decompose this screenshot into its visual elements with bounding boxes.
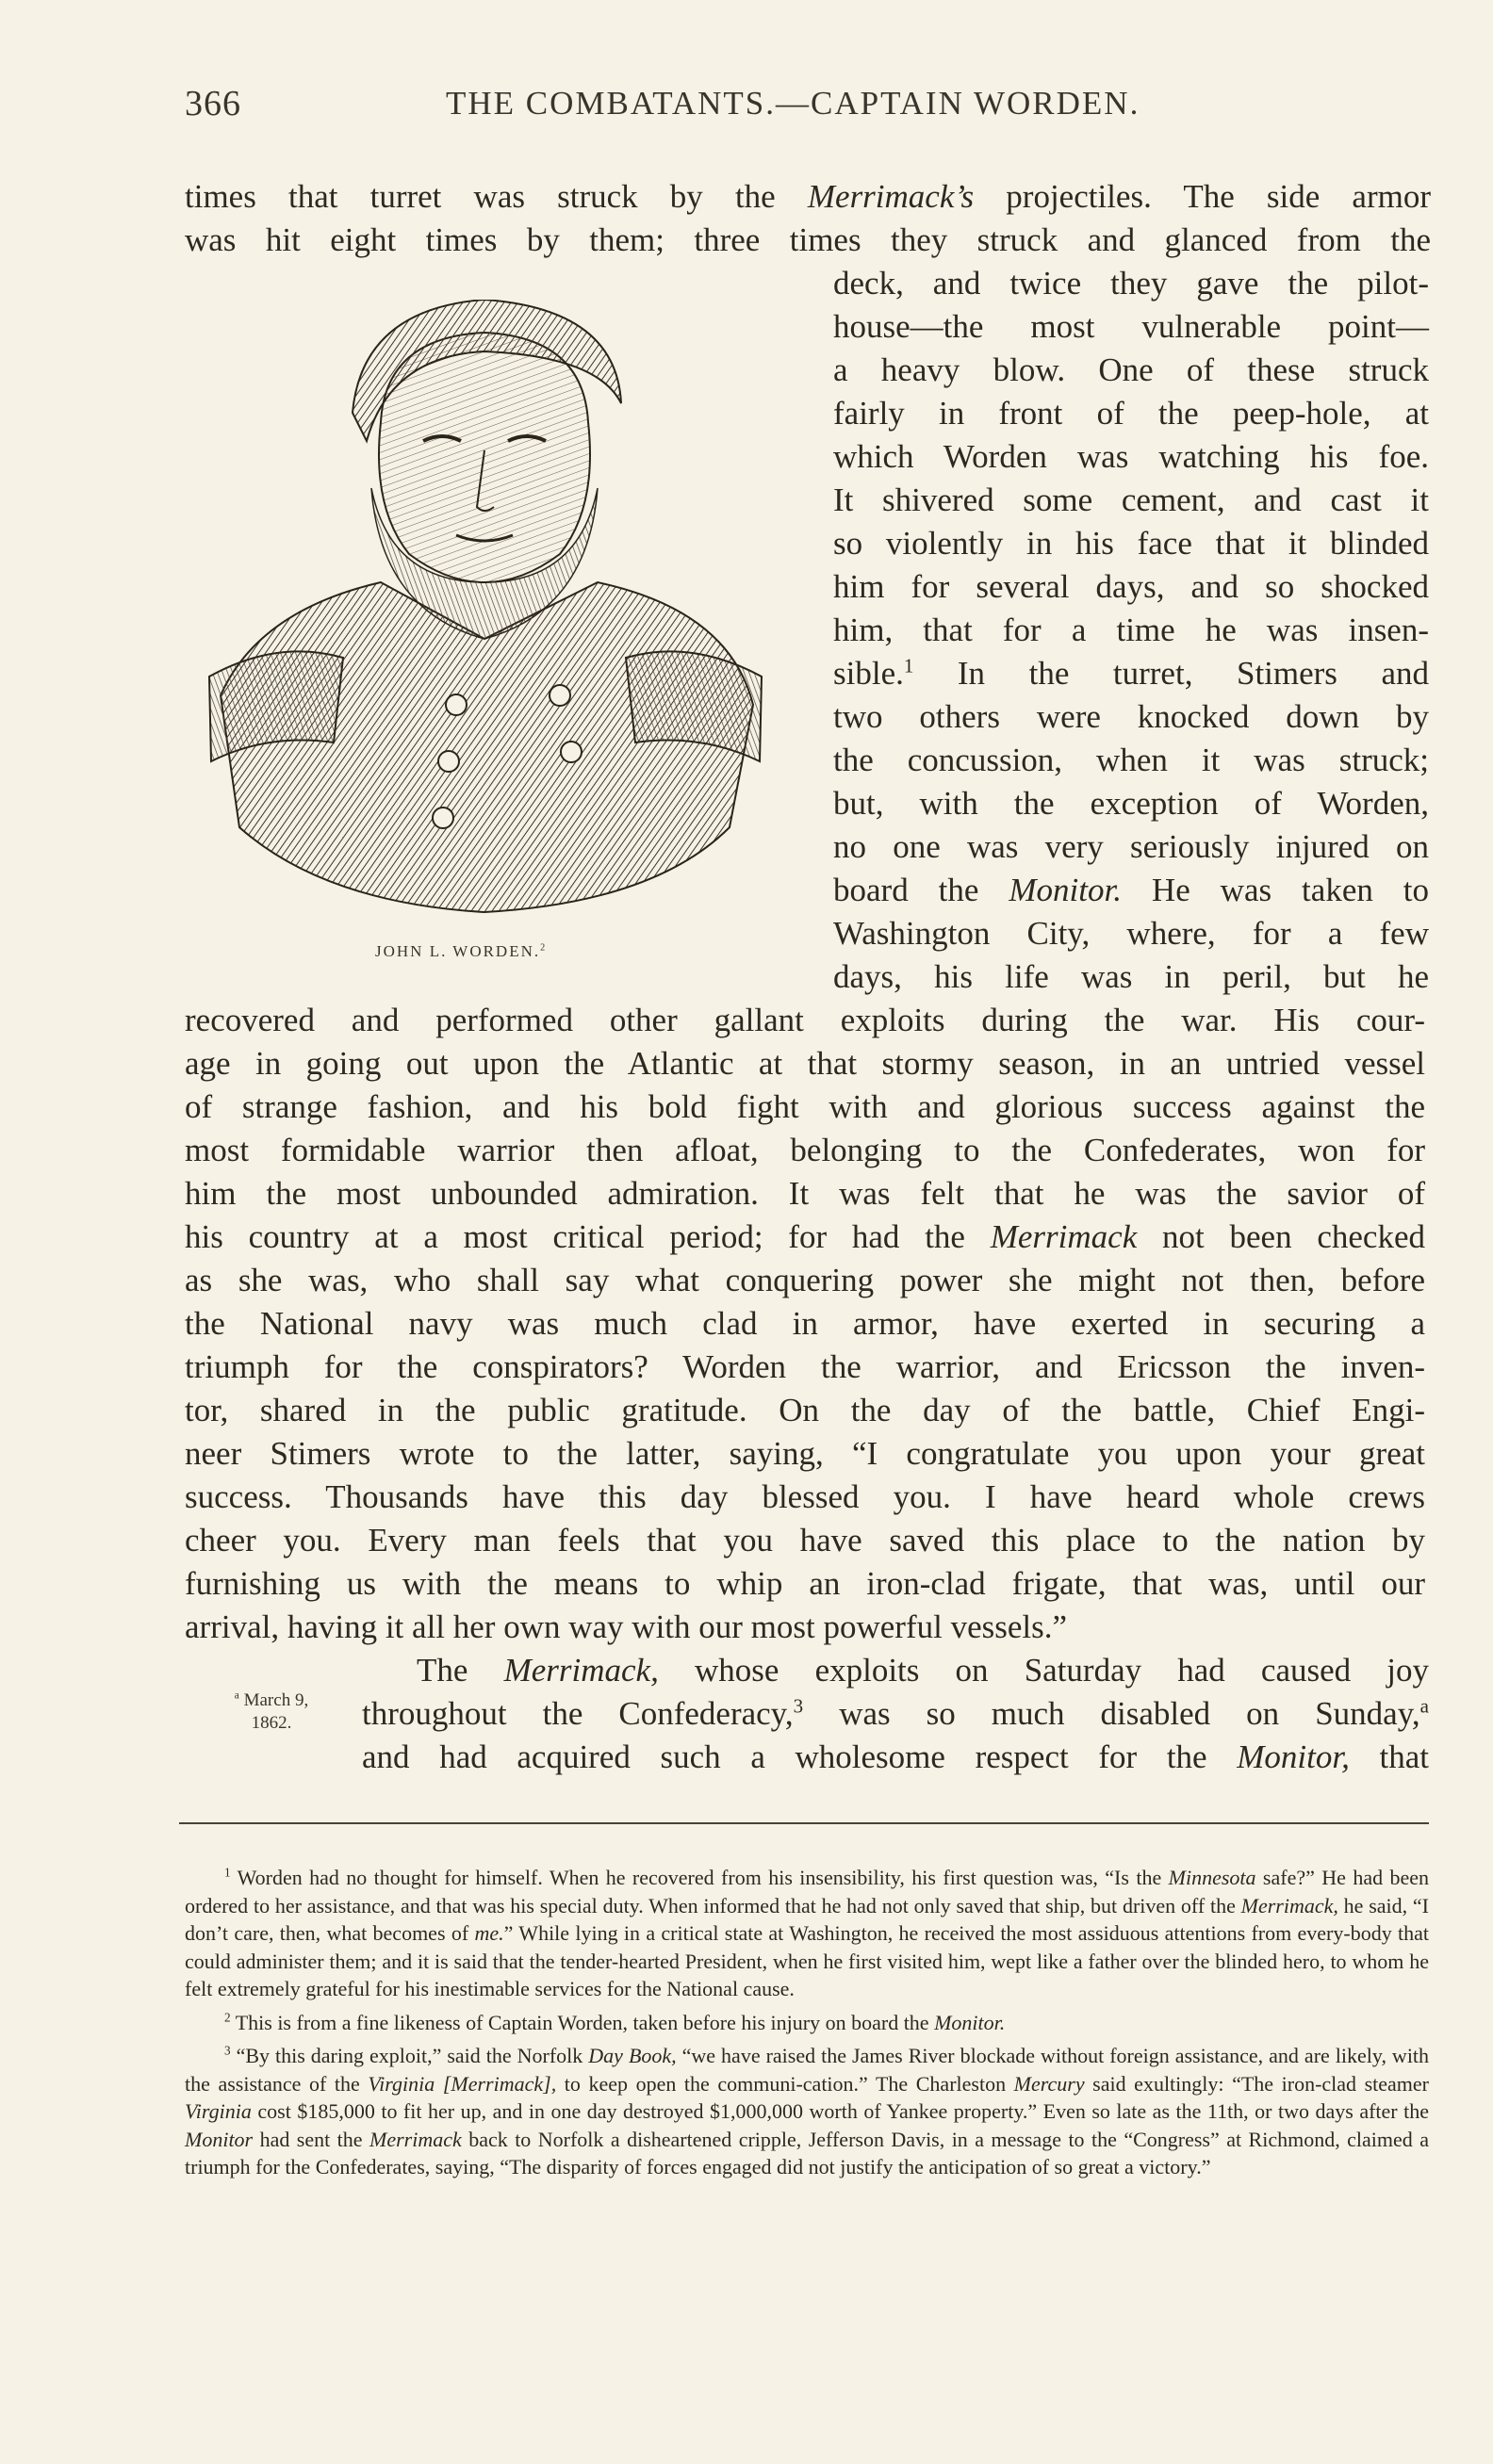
text-line: no one was very seriously injured on xyxy=(833,828,1429,865)
text-line: his country at a most critical period; for had the Merrimack not been checked xyxy=(185,1218,1426,1255)
text-line: but, with the exception of Worden, xyxy=(833,785,1429,822)
text-line: the concussion, when it was struck; xyxy=(833,742,1429,778)
margin-date-note: $^a$ March 9, 1862. xyxy=(234,1689,309,1733)
text-line: tor, shared in the public gratitude. On the day of the battle, Chief Engi- xyxy=(185,1392,1425,1428)
text-line: two others were knocked down by xyxy=(833,698,1429,735)
text-line: It shivered some cement, and cast it xyxy=(833,481,1429,518)
text-line: which Worden was watching his foe. xyxy=(833,438,1429,475)
text-line: throughout the Confederacy,$^3$ was so much disabled on Sunday,$^a$ xyxy=(362,1694,1429,1732)
text-line: him, that for a time he was insen- xyxy=(833,612,1429,648)
text-line: him the most unbounded admiration. It was felt that he was the savior of xyxy=(185,1175,1425,1212)
text-line: the National navy was much clad in armor, have exerted in securing a xyxy=(185,1305,1425,1342)
text-line: triumph for the conspirators? Worden the warrior, and Ericsson the inven- xyxy=(185,1348,1425,1385)
text-line: Washington City, where, for a few xyxy=(833,915,1429,952)
text-line: as she was, who shall say what conquering power she might not then, before xyxy=(185,1262,1425,1298)
text-line: success. Thousands have this day blessed you. I have heard whole crews xyxy=(185,1478,1425,1515)
text-line: fairly in front of the peep-hole, at xyxy=(833,395,1429,432)
portrait-engraving xyxy=(202,300,769,940)
text-line: house—the most vulnerable point— xyxy=(833,308,1429,345)
page-number: 366 xyxy=(185,84,241,123)
text-line: most formidable warrior then afloat, belonging to the Confederates, won for xyxy=(185,1132,1425,1168)
text-line: him for several days, and so shocked xyxy=(833,568,1429,605)
running-title: THE COMBATANTS.—CAPTAIN WORDEN. xyxy=(446,85,1140,122)
text-line: days, his life was in peril, but he xyxy=(833,958,1429,995)
text-line: neer Stimers wrote to the latter, saying, “I congratulate you upon your great xyxy=(185,1435,1425,1472)
text-line: recovered and performed other gallant exploits during the war. His cour- xyxy=(185,1002,1425,1038)
text-line: age in going out upon the Atlantic at that stormy season, in an untried vessel xyxy=(185,1045,1425,1082)
text-line: and had acquired such a wholesome respect for the Monitor, that xyxy=(362,1738,1429,1775)
footnote-2: $^2$ This is from a fine likeness of Captain Worden, taken before his injury on board the Monitor. xyxy=(224,2010,1006,2034)
text-line: arrival, having it all her own way with our most powerful vessels.” xyxy=(185,1608,1068,1645)
text-line: cheer you. Every man feels that you have saved this place to the nation by xyxy=(185,1522,1425,1558)
text-line: board the Monitor. He was taken to xyxy=(833,872,1430,908)
text-line: furnishing us with the means to whip an iron-clad frigate, that was, until our xyxy=(185,1565,1425,1602)
portrait-caption: JOHN L. WORDEN.$^2$ xyxy=(375,942,548,960)
text-line: so violently in his face that it blinded xyxy=(833,525,1429,562)
text-line: sible.$^1$ In the turret, Stimers and xyxy=(833,654,1429,692)
text-line: a heavy blow. One of these struck xyxy=(833,351,1429,388)
text-line: deck, and twice they gave the pilot- xyxy=(833,265,1429,302)
text-line: was hit eight times by them; three times they struck and glanced from the xyxy=(185,221,1431,258)
footnote-divider xyxy=(179,1822,1429,1824)
footnotes xyxy=(185,1864,1429,2187)
footnote-3: $^3$ “By this daring exploit,” said the Norfolk Day Book, “we have raised the James River blockade without foreign assistance, and are likely, with the assistance of the Virginia [Merrimack], to keep open the communi-cation.” The Charleston Mercury said exultingly: “The iron-clad steamer Virginia cost $185,000 to fit her up, and in one day destroyed $1,000,000 worth of Yankee property.” Even so late as the 11th, or two days after the Monitor had sent the Merrimack back to Norfolk a disheartened cripple, Jefferson Davis, in a message to the “Congress” at Richmond, claimed a triumph for the Confederates, saying, “The disparity of forces engaged did not justify the anticipation of so great a victory.” xyxy=(185,2043,1430,2178)
text-line: of strange fashion, and his bold fight with and glorious success against the xyxy=(185,1088,1425,1125)
text-line: times that turret was struck by the Merrimack’s projectiles. The side armor xyxy=(185,178,1431,215)
text-line: The Merrimack, whose exploits on Saturday had caused joy xyxy=(417,1652,1430,1689)
footnote-1: $^1$ Worden had no thought for himself. When he recovered from his insensibility, his first question was, “Is the Minnesota safe?” He had been ordered to her assistance, and that was his special duty. When informed that he had not only saved that ship, but driven off the Merrimack, he said, “I don’t care, then, what becomes of me.” While lying in a critical state at Washington, he received the most assiduous attentions from every-body that could administer them; and it is said that the tender-hearted President, when he first visited him, wept like a father over the blinded hero, to whom he felt extremely grateful for his inestimable services for the National cause. xyxy=(185,1865,1430,2000)
